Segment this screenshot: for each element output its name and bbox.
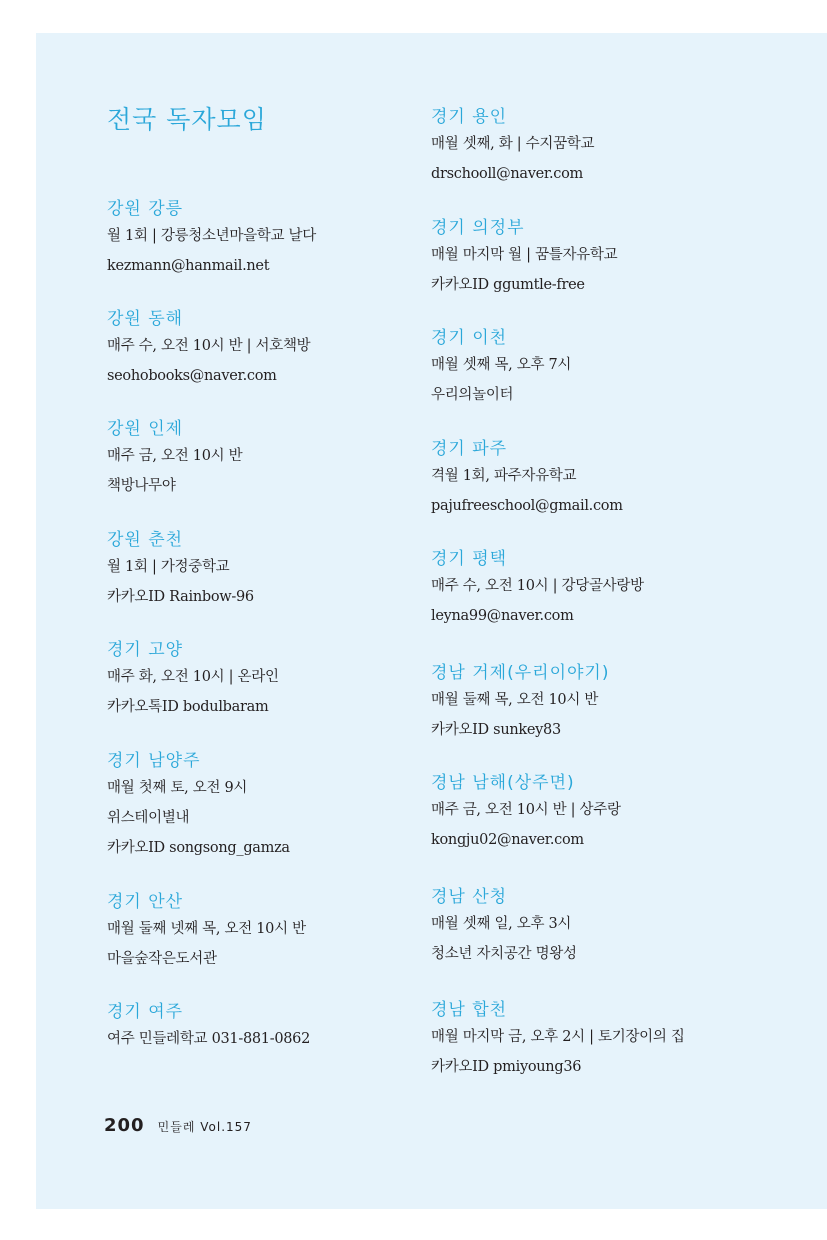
group-detail-line: leyna99@naver.com (431, 608, 574, 624)
group-detail-line: 매주 수, 오전 10시 | 강당골사랑방 (431, 578, 644, 594)
region-heading: 강원 춘천 (107, 530, 184, 550)
group-left_column-5 (107, 749, 437, 890)
group-left_column-0 (107, 197, 437, 307)
right-column (431, 105, 761, 1078)
region-heading: 경남 산청 (431, 887, 508, 907)
group-left_column-6 (107, 890, 437, 1000)
group-detail-line: 우리의놀이터 (431, 387, 514, 403)
region-heading: 경기 평택 (431, 549, 508, 569)
group-detail-line: 카카오ID Rainbow-96 (107, 589, 254, 605)
group-detail-line: 매월 마지막 월 | 꿈틀자유학교 (431, 247, 618, 263)
group-detail-line: 매월 둘째 목, 오전 10시 반 (431, 692, 599, 708)
group-right_column-7 (431, 885, 761, 998)
group-detail-line: 매월 셋째 목, 오후 7시 (431, 357, 572, 373)
page-number: 200 (104, 1115, 145, 1136)
region-heading: 경기 남양주 (107, 751, 201, 771)
region-heading: 강원 인제 (107, 419, 184, 439)
group-right_column-1 (431, 216, 761, 326)
region-heading: 경기 의정부 (431, 218, 525, 238)
group-left_column-2 (107, 417, 437, 528)
group-detail-line: 카카오ID sunkey83 (431, 722, 561, 738)
page-footer (104, 1115, 252, 1136)
region-heading: 경남 합천 (431, 1000, 508, 1020)
group-detail-line: 여주 민들레학교 031-881-0862 (107, 1031, 311, 1047)
group-left_column-7 (107, 1000, 437, 1060)
group-detail-line: 위스테이별내 (107, 810, 190, 826)
group-right_column-6 (431, 771, 761, 885)
group-detail-line: 마을숲작은도서관 (107, 951, 217, 967)
group-detail-line: 매월 첫째 토, 오전 9시 (107, 780, 248, 796)
group-detail-line: 카카오ID songsong_gamza (107, 840, 290, 856)
group-right_column-4 (431, 547, 761, 661)
page-title: 전국 독자모임 (107, 105, 267, 134)
group-detail-line: 카카오톡ID bodulbaram (107, 699, 269, 715)
group-detail-line: kongju02@naver.com (431, 832, 584, 848)
group-detail-line: 매월 마지막 금, 오후 2시 | 토기장이의 집 (431, 1029, 685, 1045)
region-heading: 경기 파주 (431, 439, 508, 459)
region-heading: 경남 거제(우리이야기) (431, 663, 610, 683)
group-right_column-5 (431, 661, 761, 771)
group-detail-line: 월 1회 | 강릉청소년마을학교 날다 (107, 228, 316, 244)
group-detail-line: 매주 수, 오전 10시 반 | 서호책방 (107, 338, 311, 354)
group-detail-line: kezmann@hanmail.net (107, 258, 270, 274)
group-detail-line: 책방나무야 (107, 478, 176, 494)
region-heading: 경기 고양 (107, 640, 184, 660)
region-heading: 경남 남해(상주면) (431, 773, 575, 793)
left-column (107, 197, 437, 1060)
region-heading: 강원 강릉 (107, 199, 184, 219)
group-detail-line: 매주 화, 오전 10시 | 온라인 (107, 669, 279, 685)
magazine-issue: 민들레 Vol.157 (157, 1120, 252, 1134)
group-right_column-0 (431, 105, 761, 216)
group-right_column-8 (431, 998, 761, 1078)
group-detail-line: 카카오ID ggumtle-free (431, 277, 585, 293)
region-heading: 경기 안산 (107, 892, 184, 912)
group-left_column-3 (107, 528, 437, 638)
group-detail-line: 월 1회 | 가정중학교 (107, 559, 230, 575)
group-right_column-2 (431, 326, 761, 437)
group-left_column-1 (107, 307, 437, 417)
group-detail-line: 매주 금, 오전 10시 반 (107, 448, 243, 464)
region-heading: 강원 동해 (107, 309, 184, 329)
group-detail-line: 매월 셋째, 화 | 수지꿈학교 (431, 136, 595, 152)
region-heading: 경기 용인 (431, 107, 508, 127)
region-heading: 경기 이천 (431, 328, 508, 348)
group-detail-line: drschooll@naver.com (431, 166, 583, 182)
region-heading: 경기 여주 (107, 1002, 184, 1022)
group-detail-line: 격월 1회, 파주자유학교 (431, 468, 577, 484)
group-detail-line: 청소년 자치공간 명왕성 (431, 946, 577, 962)
group-detail-line: 매월 셋째 일, 오후 3시 (431, 916, 572, 932)
group-detail-line: pajufreeschool@gmail.com (431, 498, 623, 514)
group-detail-line: seohobooks@naver.com (107, 368, 277, 384)
group-detail-line: 카카오ID pmiyoung36 (431, 1059, 582, 1075)
group-detail-line: 매월 둘째 넷째 목, 오전 10시 반 (107, 921, 306, 937)
group-right_column-3 (431, 437, 761, 547)
group-detail-line: 매주 금, 오전 10시 반 | 상주랑 (431, 802, 621, 818)
group-left_column-4 (107, 638, 437, 749)
